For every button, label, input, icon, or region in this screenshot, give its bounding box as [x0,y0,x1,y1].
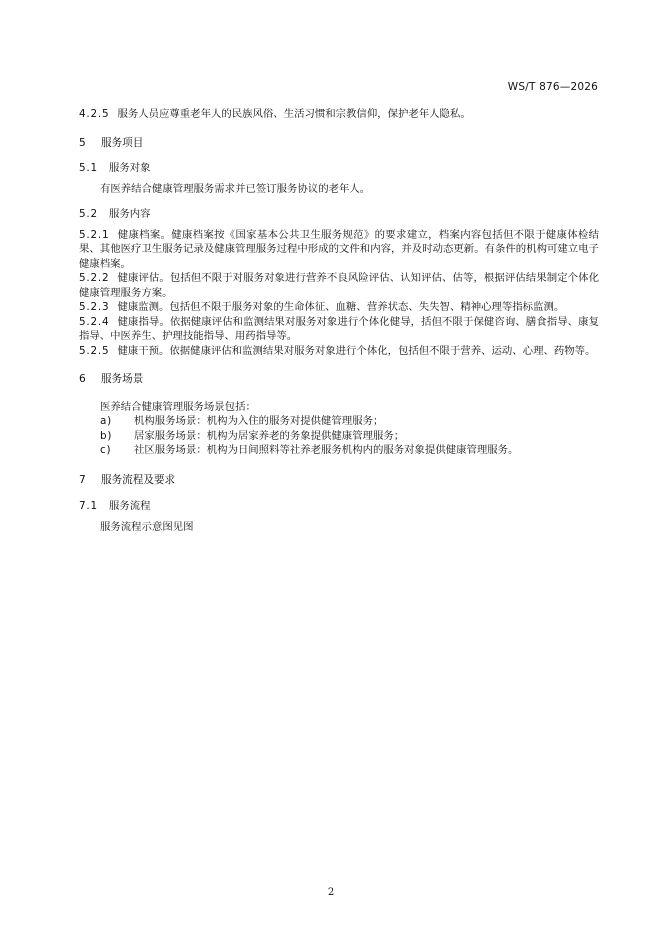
section-5-2-heading [79,207,599,222]
clause-5-2-2 [79,271,599,300]
section-title: 服务内容 [109,208,151,220]
section-5-1-text: 有医养结合健康管理服务需求并已签订服务协议的老年人。 [100,182,371,195]
list-item [79,414,599,429]
list-item-text: 居家服务场景：机构为居家养老的 [134,429,290,442]
list-marker: c) [100,444,112,456]
section-7-1-text: 服务流程示意图见图 [100,520,194,533]
clause-5-2-4 [79,315,599,344]
section-title: 服务场景 [101,373,144,385]
section-5-heading [79,136,599,151]
clause-number: 4.2.5 [79,108,110,120]
section-number: 5.2 [79,208,98,220]
section-6-heading [79,372,599,387]
section-number: 6 [79,373,87,385]
list-item [79,443,599,458]
clause-text: 健康干预。依据健康评估和监测结果对服务对象进行个体化 [117,344,388,357]
list-marker: a) [100,415,113,427]
section-number: 5.1 [79,162,98,174]
clause-text-mid: 导， [400,315,422,328]
section-title: 服务流程 [109,500,151,512]
clause-number: 5.2.2 [79,272,110,284]
section-7-1-heading [79,499,599,514]
section-6-intro: 医养结合健康管理服务场景包括： [100,400,256,413]
clause-text-tail: 失智、精神心理等指标监测。 [429,301,565,313]
list-item-text-tail: 务 [289,429,301,442]
clause-number: 5.2.5 [79,344,110,357]
clause-text: 健康监测。包括但不限于服务对象的生命体征、血糖、营养状态、失 [117,301,430,313]
section-title: 服务对象 [109,162,151,174]
clause-number: 5.2.1 [79,228,110,241]
clause-text: 健康评估。包括但不限于对服务对象进行营养不良风险评估、认知评估、 [117,272,453,284]
clause-text: 健康指导。依据健康评估和监测结果对服务对象进行个体化健 [117,315,401,328]
clause-number: 5.2.4 [79,315,110,328]
clause-5-2-5 [79,344,599,359]
list-item-text-tail: 提供健 [300,415,332,427]
clause-text: 健康档案。健康档案按《国家基本公共卫生服务规范》的要求建立，档案内容包括但不限于健康体检结果、其他医疗卫生服务记录及健康管理服务过程中形成的文件和内容，并及时动态更新。有条件的机构可建立电子健康档案。 [79,228,599,270]
section-number: 7.1 [79,500,98,512]
document-body [79,107,599,534]
list-item-text: 机构服务场景：机构为入住的服务对 [134,415,301,427]
clause-text-tail: 估等，根据评估结果制定个体化健康管理服务方案。 [79,272,600,299]
list-item-text-tail2: 管理服务； [331,415,384,427]
list-item-text: 社区服务场景：机构为日间照料 [134,444,280,456]
clause-4-2-5 [79,107,599,122]
list-marker: b) [100,429,113,442]
section-5-1-heading [79,161,599,176]
page-number: 2 [327,887,335,898]
section-number: 5 [79,136,87,149]
list-item-text-tail: 等社 [279,444,301,456]
list-item [79,429,599,444]
list-item-text-tail2: 养老服务机构内的服务对象提供健康管理服务。 [300,444,519,456]
clause-5-2-3 [79,300,599,315]
section-title: 服务项目 [101,136,144,149]
document-code: WS/T 876—2026 [507,81,598,93]
clause-number: 5.2.3 [79,301,110,313]
clause-text-tail: 括但不限于保健咨询、膳食指导、康复指导、中医养生、护理技能指导、用药指导等。 [79,315,600,342]
clause-text: 服务人员应尊重老年人的民族风俗、生活习惯和宗教信仰，保护老年人隐私。 [117,108,471,120]
list-item-text-tail2: 象提供健康管理服务； [300,429,405,442]
clause-text-tail: ，包括但不限于营养、运动、心理、药物等。 [387,344,596,357]
section-number: 7 [79,473,87,486]
section-title: 服务流程及要求 [101,473,176,486]
clause-5-2-1 [79,228,599,272]
section-7-heading [79,473,599,488]
